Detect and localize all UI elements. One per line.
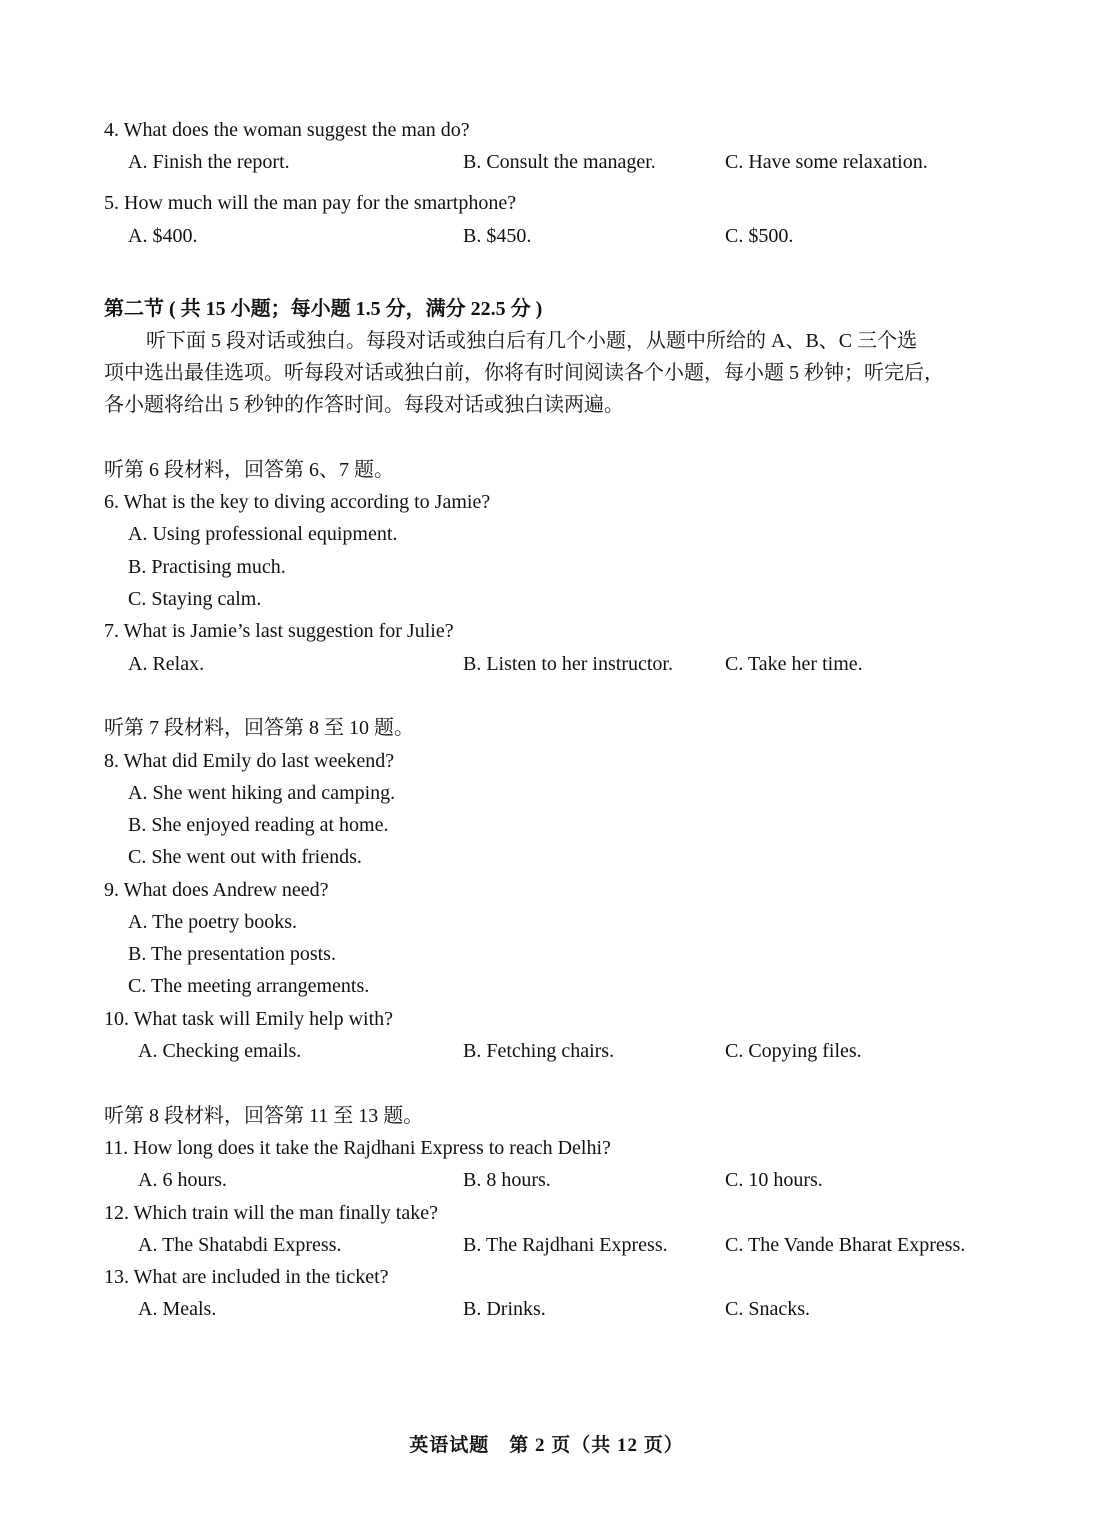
question-12-option-b: B. The Rajdhani Express. (463, 1234, 668, 1256)
question-5-stem: 5. How much will the man pay for the smartphone? (104, 192, 517, 214)
question-11-option-c: C. 10 hours. (725, 1169, 823, 1191)
question-8-option-a: A. She went hiking and camping. (128, 782, 396, 804)
question-11-stem: 11. How long does it take the Rajdhani Express to reach Delhi? (104, 1137, 611, 1159)
material-7-heading: 听第 7 段材料，回答第 8 至 10 题。 (104, 717, 414, 739)
question-5-option-c: C. $500. (725, 225, 794, 247)
question-7-option-c: C. Take her time. (725, 653, 863, 675)
question-8-option-c: C. She went out with friends. (128, 846, 362, 868)
question-4-option-a: A. Finish the report. (128, 151, 290, 173)
question-8-option-b: B. She enjoyed reading at home. (128, 814, 389, 836)
question-5-option-a: A. $400. (128, 225, 198, 247)
question-9-option-a: A. The poetry books. (128, 911, 298, 933)
question-13-stem: 13. What are included in the ticket? (104, 1266, 389, 1288)
question-4-option-b: B. Consult the manager. (463, 151, 656, 173)
question-9-stem: 9. What does Andrew need? (104, 879, 329, 901)
question-10-option-a: A. Checking emails. (138, 1040, 302, 1062)
question-13-option-b: B. Drinks. (463, 1298, 546, 1320)
material-8-heading: 听第 8 段材料，回答第 11 至 13 题。 (104, 1105, 424, 1127)
question-10-stem: 10. What task will Emily help with? (104, 1008, 394, 1030)
question-13-option-a: A. Meals. (138, 1298, 217, 1320)
question-7-option-a: A. Relax. (128, 653, 205, 675)
question-7-stem: 7. What is Jamie’s last suggestion for Julie? (104, 620, 454, 642)
question-10-option-b: B. Fetching chairs. (463, 1040, 615, 1062)
question-9-option-b: B. The presentation posts. (128, 943, 336, 965)
question-6-stem: 6. What is the key to diving according to Jamie? (104, 491, 491, 513)
question-12-stem: 12. Which train will the man finally take? (104, 1202, 438, 1224)
question-5-option-b: B. $450. (463, 225, 532, 247)
section-2-instructions-line-1: 听下面 5 段对话或独白。每段对话或独白后有几个小题，从题中所给的 A、B、C 三个选 (146, 330, 918, 352)
section-2-instructions-line-3: 各小题将给出 5 秒钟的作答时间。每段对话或独白读两遍。 (104, 394, 624, 416)
material-6-heading: 听第 6 段材料，回答第 6、7 题。 (104, 459, 394, 481)
question-6-option-b: B. Practising much. (128, 556, 286, 578)
question-8-stem: 8. What did Emily do last weekend? (104, 750, 395, 772)
question-12-option-a: A. The Shatabdi Express. (138, 1234, 342, 1256)
question-7-option-b: B. Listen to her instructor. (463, 653, 673, 675)
page-footer: 英语试题 第 2 页（共 12 页） (409, 1435, 684, 1456)
question-10-option-c: C. Copying files. (725, 1040, 862, 1062)
question-4-stem: 4. What does the woman suggest the man do? (104, 119, 470, 141)
question-4-option-c: C. Have some relaxation. (725, 151, 928, 173)
question-9-option-c: C. The meeting arrangements. (128, 975, 370, 997)
section-2-title: 第二节 ( 共 15 小题；每小题 1.5 分，满分 22.5 分 ) (104, 298, 543, 320)
question-11-option-a: A. 6 hours. (138, 1169, 227, 1191)
question-12-option-c: C. The Vande Bharat Express. (725, 1234, 966, 1256)
section-2-instructions-line-2: 项中选出最佳选项。听每段对话或独白前，你将有时间阅读各个小题，每小题 5 秒钟；听完后， (104, 362, 944, 384)
question-11-option-b: B. 8 hours. (463, 1169, 551, 1191)
question-6-option-c: C. Staying calm. (128, 588, 262, 610)
question-6-option-a: A. Using professional equipment. (128, 523, 398, 545)
question-13-option-c: C. Snacks. (725, 1298, 810, 1320)
